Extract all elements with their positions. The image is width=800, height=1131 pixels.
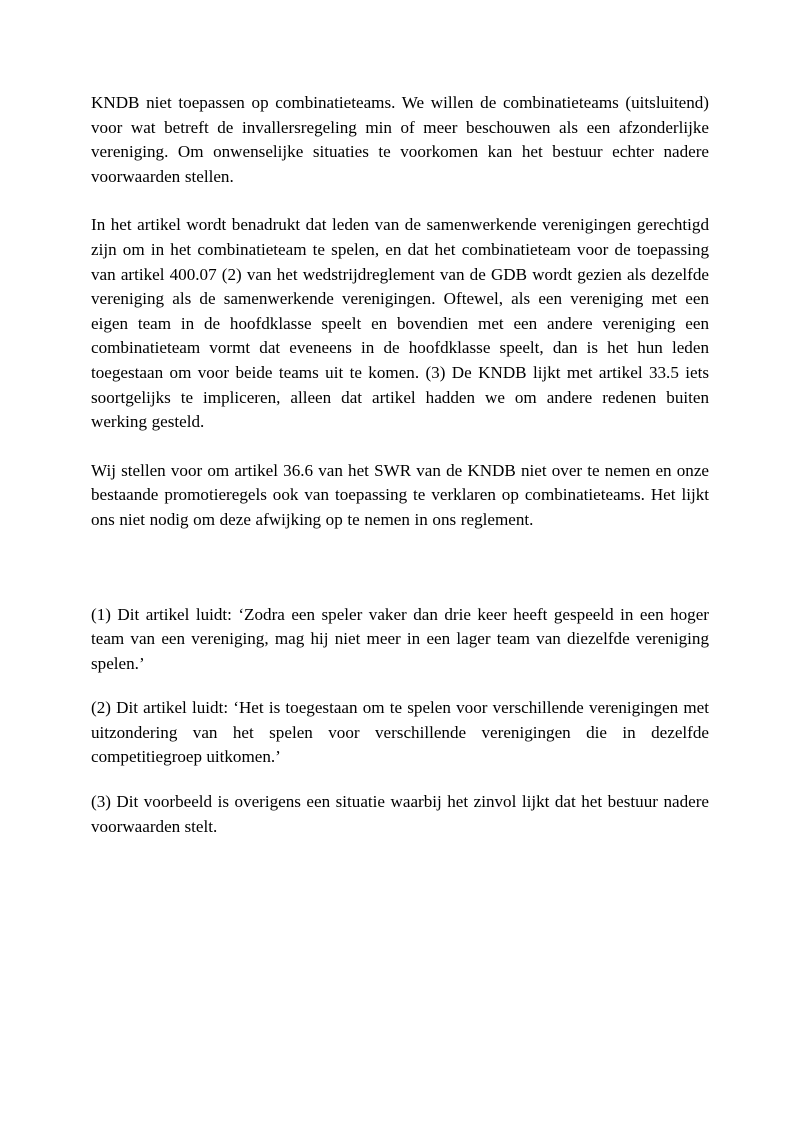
body-paragraph-2: In het artikel wordt benadrukt dat leden van de samenwerkende verenigingen gerechtigd zijn om in het combinatieteam te spelen, en dat het combinatieteam voor de toepassing van artikel 400.07 (2) van het wedstrijdreglement van de GDB wordt gezien als dezelfde vereniging als de samenwerkende verenigingen. Oftewel, als een vereniging met een eigen team in de hoofdklasse speelt en bovendien met een andere vereniging een combinatieteam vormt dat eveneens in de hoofdklasse speelt, dan is het hun leden toegestaan om voor beide teams uit te komen. (3) De KNDB lijkt met artikel 33.5 iets soortgelijks te impliceren, alleen dat artikel hadden we om andere redenen buiten werking gesteld. [91, 215, 709, 432]
footnote-2: (2) Dit artikel luidt: ‘Het is toegestaan om te spelen voor verschillende verenigingen met uitzondering van het spelen voor verschillende verenigingen die in dezelfde competitiegroep uitkomen.’ [91, 698, 709, 767]
body-paragraph-group [91, 91, 709, 533]
footnote-1: (1) Dit artikel luidt: ‘Zodra een speler vaker dan drie keer heeft gespeeld in een hoger team van een vereniging, mag hij niet meer in een lager team van diezelfde vereniging spelen.’ [91, 604, 709, 673]
body-paragraph-1: KNDB niet toepassen op combinatieteams. We willen de combinatieteams (uitsluitend) voor wat betreft de invallersregeling min of meer beschouwen als een afzonderlijke vereniging. Om onwenselijke situaties te voorkomen kan het bestuur echter nadere voorwaarden stellen. [91, 93, 709, 186]
footnote-3: (3) Dit voorbeeld is overigens een situatie waarbij het zinvol lijkt dat het bestuur nadere voorwaarden stelt. [91, 792, 709, 836]
body-paragraph-3: Wij stellen voor om artikel 36.6 van het SWR van de KNDB niet over te nemen en onze bestaande promotieregels ook van toepassing te verklaren op combinatieteams. Het lijkt ons niet nodig om deze afwijking op te nemen in ons reglement. [91, 460, 709, 529]
footnote-group [91, 603, 709, 840]
document-text-column [91, 91, 709, 839]
